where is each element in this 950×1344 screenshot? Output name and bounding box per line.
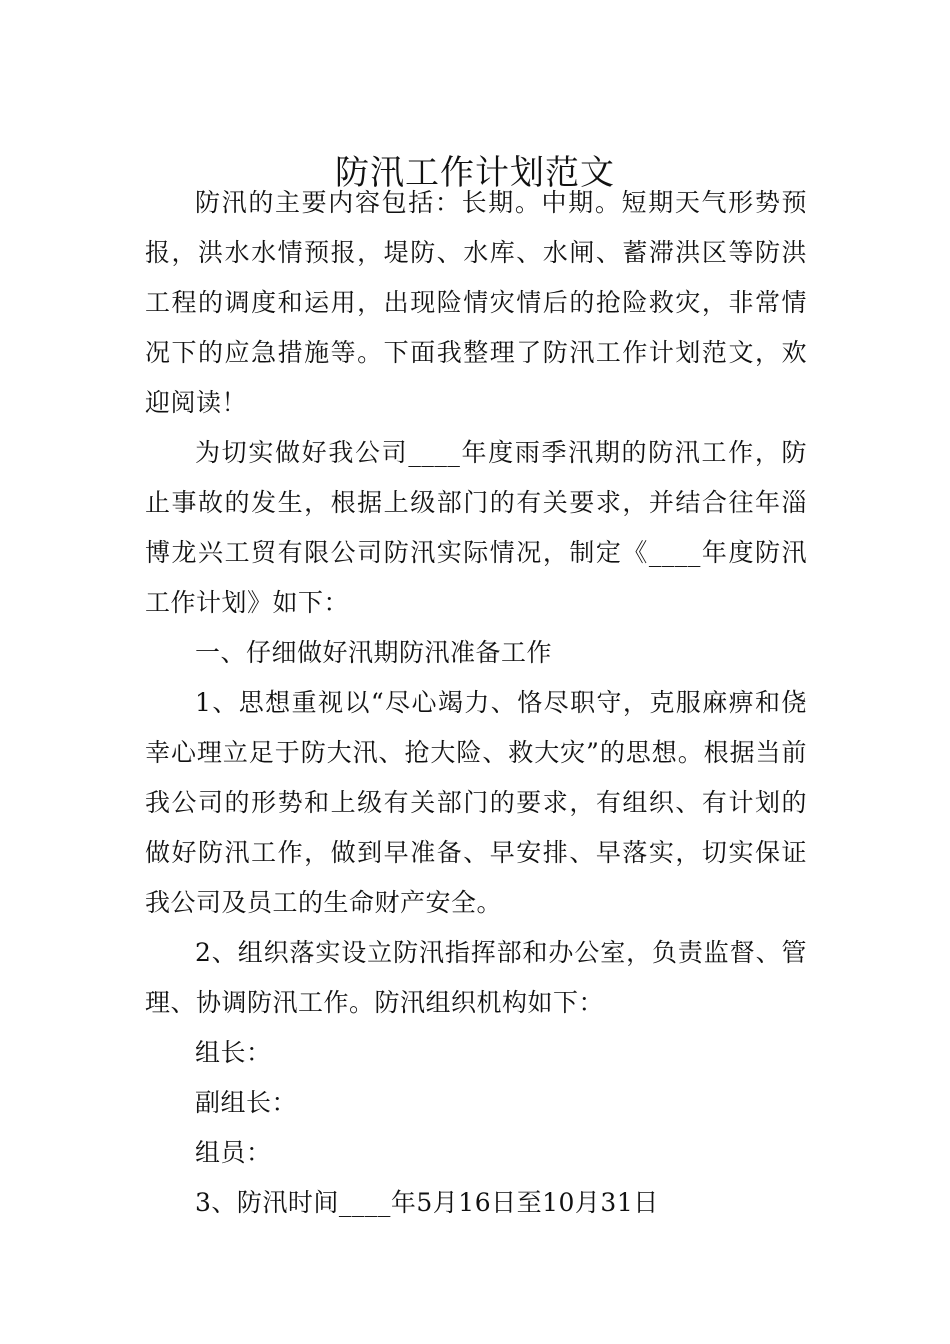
- leader-line: 组长：: [195, 1038, 272, 1067]
- item-2-paragraph: 2、组织落实设立防汛指挥部和办公室，负责监督、管理、协调防汛工作。防汛组织机构如下：: [145, 938, 807, 1017]
- document-title: 防汛工作计划范文: [335, 152, 615, 193]
- intro-paragraph: 防汛的主要内容包括：长期。中期。短期天气形势预报，洪水水情预报，堤防、水库、水闸、蓄滞洪区等防洪工程的调度和运用，出现险情灾情后的抢险救灾，非常情况下的应急措施等。下面我整理了防汛工作计划范文，欢迎阅读！: [145, 188, 807, 417]
- item-1-paragraph: 1、思想重视以“尽心竭力、恪尽职守，克服麻痹和侥幸心理立足于防大汛、抢大险、救大灾”的思想。根据当前我公司的形势和上级有关部门的要求，有组织、有计划的做好防汛工作，做到早准备、早安排、早落实，切实保证我公司及员工的生命财产安全。: [145, 688, 807, 917]
- purpose-paragraph: 为切实做好我公司____年度雨季汛期的防汛工作，防止事故的发生，根据上级部门的有关要求，并结合往年淄博龙兴工贸有限公司防汛实际情况，制定《____年度防汛工作计划》如下：: [145, 438, 807, 617]
- members-line: 组员：: [195, 1138, 272, 1167]
- section-heading-1: 一、仔细做好汛期防汛准备工作: [195, 638, 553, 667]
- deputy-leader-line: 副组长：: [195, 1088, 298, 1117]
- item-3-paragraph: 3、防汛时间____年5月16日至10月31日: [195, 1188, 659, 1217]
- document-body: [145, 178, 807, 1228]
